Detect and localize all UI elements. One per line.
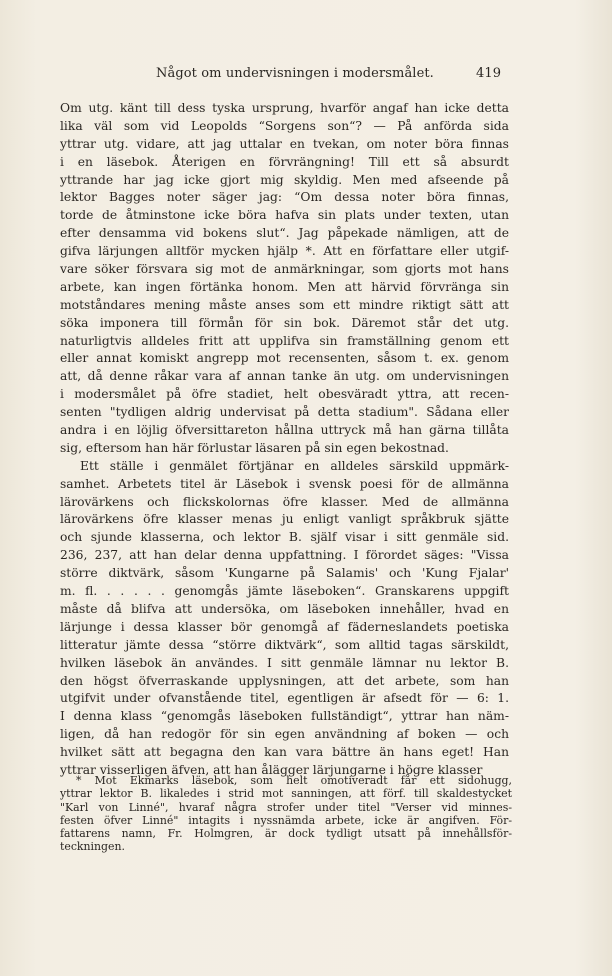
text-line: hvilken läsebok än användes. I sitt genmäle lämnar nu lektor B. [60,655,509,670]
text-line: i modersmålet på öfre stadiet, helt obesväradt yttra, att recen- [60,387,509,402]
text-line: motståndares mening måste anses som ett mindre riktigt sätt att [60,297,509,312]
page-number: 419 [476,66,502,81]
main-text [60,100,509,780]
text-line: måste då blifva att undersöka, om läseboken innehåller, hvad en [60,601,509,616]
text-line: lärovärkens öfre klasser menas ju enligt vanligt språkbruk sjätte [60,512,509,527]
text-line: den högst öfverraskande upplysningen, att det arbete, som han [60,673,509,688]
text-line: I denna klass “genomgås läseboken fullständigt“, yttrar han näm- [60,709,509,724]
text-line: sig, eftersom han här förlustar läsaren på sin egen bekostnad. [60,440,449,455]
text-line: yttrande har jag icke gjort mig skyldig. Men med afseende på [60,172,509,187]
text-line: andra i en löjlig öfversittareton hållna uttryck må han gärna tillåta [60,423,509,438]
text-line: att, då denne råkar vara af annan tanke än utg. om undervisningen [60,369,509,384]
text-line: arbete, kan ingen förtänka honom. Men att härvid förvränga sin [60,279,509,294]
text-line: lärjunge i dessa klasser bör genomgå af fäderneslandets poetiska [60,619,509,634]
text-line: m. fl. . . . . . genomgås jämte läseboken“. Granskarens uppgift [60,584,509,599]
text-line: samhet. Arbetets titel är Läsebok i svensk poesi för de allmänna [60,476,509,491]
footnote [60,774,512,854]
footnote-line: festen öfver Linné" intagits i nyssnämda arbete, icke är angifven. För- [60,813,512,827]
text-line: vare söker försvara sig mot de anmärkningar, som gjorts mot hans [60,262,509,277]
footnote-line: * Mot Ekmarks läsebok, som helt omotiveradt får ett sidohugg, [76,774,512,787]
footnote-line: teckningen. [60,840,125,854]
text-line: söka imponera till förmån för sin bok. Däremot står det utg. [60,315,509,330]
text-line: yttrar utg. vidare, att jag uttalar en tvekan, om noter böra finnas [60,136,509,151]
text-line: lektor Bagges noter säger jag: “Om dessa noter böra finnas, [60,190,509,205]
text-line: senten "tydligen aldrig undervisat på detta stadium". Sådana eller [60,405,509,420]
footnote-line: "Karl von Linné", hvaraf några strofer under titel "Verser vid minnes- [60,800,512,814]
text-line: efter densamma vid bokens slut“. Jag påpekade nämligen, att de [60,226,509,241]
footnote-line: fattarens namn, Fr. Holmgren, är dock tydligt utsatt på innehållsför- [60,827,512,841]
text-line: Ett ställe i genmälet förtjänar en alldeles särskild uppmärk- [80,458,509,473]
text-line: Om utg. känt till dess tyska ursprung, hvarför angaf han icke detta [60,101,509,115]
running-title: Något om undervisningen i modersmålet. [156,66,434,81]
text-line: lärovärkens och flickskolornas öfre klasser. Med de allmänna [60,494,509,509]
text-line: eller annat komiskt angrepp mot recensenten, såsom t. ex. genom [60,351,509,366]
text-line: torde de åtminstone icke böra hafva sin plats under texten, utan [60,208,509,223]
text-line: utgifvit under ofvanstående titel, egentligen är afsedt för — 6: 1. [60,691,509,706]
text-line: större diktvärk, såsom 'Kungarne på Salamis' och 'Kung Fjalar' [60,566,509,581]
text-line: hvilket sätt att begagna den kan vara bättre än hans eget! Han [60,745,509,760]
text-line: i en läsebok. Återigen en förvrängning! Till ett så absurdt [60,154,509,169]
text-line: litteratur jämte dessa “större diktvärk“, som alltid tagas särskildt, [60,637,509,652]
text-line: naturligtvis alldeles fritt att upplifva sin framställning genom ett [60,333,509,348]
text-line: ligen, då han redogör för sin egen användning af boken — och [60,727,509,742]
text-line: yttrar visserligen äfven, att han ålägger lärjungarne i högre klasser [60,762,483,777]
text-line: gifva lärjungen alltför mycken hjälp *. Att en författare eller utgif- [60,244,509,259]
text-line: och sjunde klasserna, och lektor B. själf visar i sitt genmäle sid. [60,530,509,545]
text-line: lika väl som vid Leopolds “Sorgens son“? — På anförda sida [60,118,509,133]
text-line: 236, 237, att han delar denna uppfattning. I förordet säges: "Vissa [60,548,509,563]
footnote-line: yttrar lektor B. likaledes i strid mot sanningen, att förf. till skaldestycket [60,787,512,801]
